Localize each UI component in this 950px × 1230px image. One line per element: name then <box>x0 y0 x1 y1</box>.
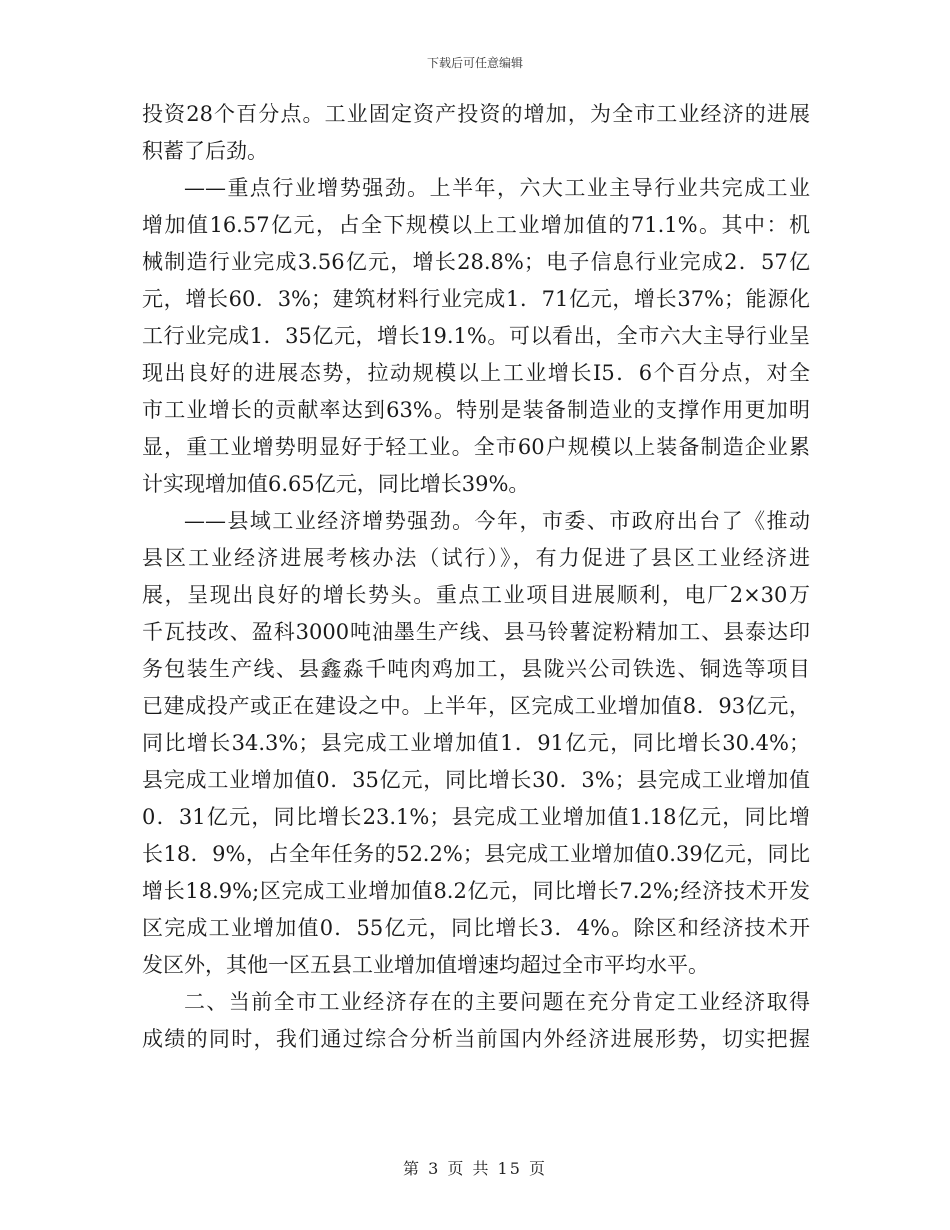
text-line: 械制造行业完成3.56亿元，增长28.8%；电子信息行业完成2．57亿 <box>142 250 810 274</box>
text-line: 市工业增长的贡献率达到63%。特别是装备制造业的支撑作用更加明 <box>142 398 810 422</box>
text-line: 积蓄了后劲。 <box>142 139 268 163</box>
text-line: 发区外，其他一区五县工业增加值增速均超过全市平均水平。 <box>142 953 709 977</box>
text-line: 增长18.9%;区完成工业增加值8.2亿元，同比增长7.2%;经济技术开发 <box>142 879 810 903</box>
text-line: ——重点行业增势强劲。上半年，六大工业主导行业共完成工业 <box>184 176 810 200</box>
text-line: 长18．9%，占全年任务的52.2%；县完成工业增加值0.39亿元，同比 <box>142 842 810 866</box>
text-line: 已建成投产或正在建设之中。上半年，区完成工业增加值8．93亿元， <box>142 694 810 718</box>
text-line: 二、当前全市工业经济存在的主要问题在充分肯定工业经济取得 <box>184 990 810 1014</box>
text-line: 增加值16.57亿元，占全下规模以上工业增加值的71.1%。其中：机 <box>142 213 810 237</box>
text-line: 县完成工业增加值0．35亿元，同比增长30．3%；县完成工业增加值 <box>142 768 810 792</box>
text-line: 展，呈现出良好的增长势头。重点工业项目进展顺利，电厂2×30万 <box>142 583 810 607</box>
text-line: ——县域工业经济增势强劲。今年，市委、市政府出台了《推动 <box>184 509 810 533</box>
text-line: 县区工业经济进展考核办法（试行）》，有力促进了县区工业经济进 <box>142 546 810 570</box>
paragraph <box>142 984 810 1058</box>
text-line: 工行业完成1．35亿元，增长19.1%。可以看出，全市六大主导行业呈 <box>142 324 810 348</box>
document-body <box>142 96 810 1058</box>
text-line: 投资28个百分点。工业固定资产投资的增加，为全市工业经济的进展 <box>142 102 810 126</box>
text-line: 务包装生产线、县鑫淼千吨肉鸡加工，县陇兴公司铁选、铜选等项目 <box>142 657 810 681</box>
paragraph <box>142 96 810 170</box>
text-line: 计实现增加值6.65亿元，同比增长39%。 <box>142 472 530 496</box>
paragraph <box>142 170 810 503</box>
paragraph <box>142 503 810 984</box>
text-line: 显，重工业增势明显好于轻工业。全市60户规模以上装备制造企业累 <box>142 435 810 459</box>
text-line: 成绩的同时，我们通过综合分析当前国内外经济进展形势，切实把握 <box>142 1027 810 1051</box>
text-line: 同比增长34.3%；县完成工业增加值1．91亿元，同比增长30.4%； <box>142 731 810 755</box>
page-header-note: 下载后可任意编辑 <box>426 56 523 70</box>
page-number: 第 3 页 共 15 页 <box>403 1159 547 1178</box>
text-line: 区完成工业增加值0．55亿元，同比增长3．4%。除区和经济技术开 <box>142 916 810 940</box>
text-line: 元，增长60．3%；建筑材料行业完成1．71亿元，增长37%；能源化 <box>142 287 810 311</box>
text-line: 0．31亿元，同比增长23.1%；县完成工业增加值1.18亿元，同比增 <box>142 805 810 829</box>
text-line: 现出良好的进展态势，拉动规模以上工业增长I5．6个百分点，对全 <box>142 361 810 385</box>
text-line: 千瓦技改、盈科3000吨油墨生产线、县马铃薯淀粉精加工、县泰达印 <box>142 620 810 644</box>
